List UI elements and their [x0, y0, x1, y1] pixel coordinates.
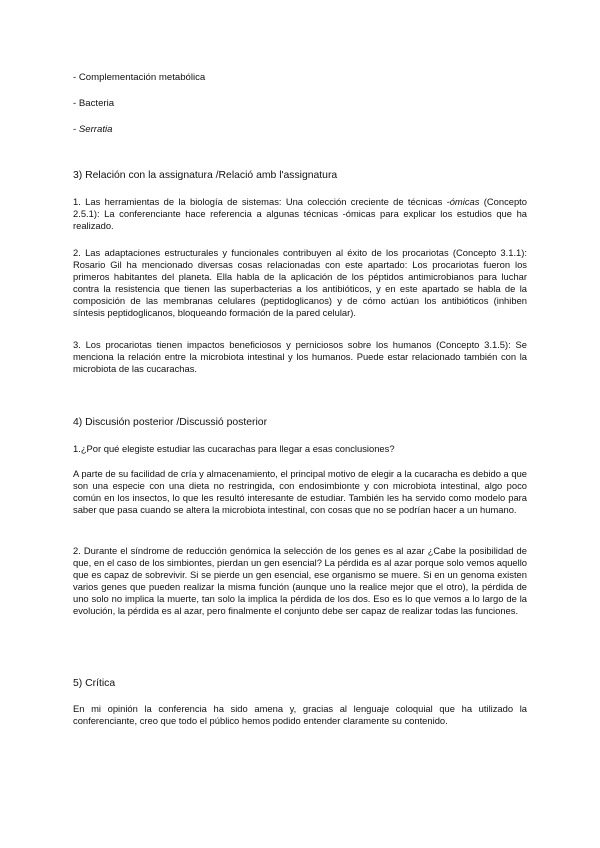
paragraph: 3. Los procariotas tienen impactos beneficiosos y perniciosos sobre los humanos (Concepto 3.1.5): Se menciona la relación entre la microbiota intestinal y los humanos. Puede estar relacionado también con la microbiota de las cucarachas.: [73, 339, 527, 375]
bullet-item: - Bacteria: [73, 98, 115, 109]
question: 1.¿Por qué elegiste estudiar las cucarachas para llegar a esas conclusiones?: [73, 443, 395, 454]
paragraph: 2. Las adaptaciones estructurales y funcionales contribuyen al éxito de los procariotas (Concepto 3.1.1): Rosario Gil ha mencionado diversas cosas relacionadas con este apartado: Los procariotas fueron los primeros habitantes del planeta. Ella habla de la aplicación de los péptidos antimicrobianos para luchar contra la resistencia que tienen las superbacterias a los antibióticos, y en este apartado se habla de la composición de las membranas celulares (peptidoglicanos) y de cómo actúan los antibióticos (inhiben síntesis peptidoglicanos, bloqueando formación de la pared celular).: [73, 247, 527, 319]
paragraph: 2. Durante el síndrome de reducción genómica la selección de los genes es al azar ¿Cabe la posibilidad de que, en el caso de los simbiontes, pierdan un gen esencial? La pérdida es al azar porque solo vemos aquello que es capaz de sobrevivir. Si se pierde un gen esencial, ese organismo se muere. Si en un genoma existen varios genes que pueden realizar la misma función (aunque uno la realice mejor que el otro), la pérdida de uno solo no implica la muerte, tan solo la implica la pérdida de los dos. Eso es lo que vemos a lo largo de la evolución, la pérdida es al azar, pero finalmente el conjunto debe ser capaz de realizar todas las funciones.: [73, 545, 527, 617]
section-heading: 4) Discusión posterior /Discussió posterior: [73, 417, 268, 428]
bullet-item: - Complementación metabólica: [73, 72, 206, 83]
paragraph: A parte de su facilidad de cría y almacenamiento, el principal motivo de elegir a la cucaracha es debido a que son una especie con una dieta no restringida, con endosimbionte y con microbiota intestinal, algo poco común en los insectos, lo que les resultó interesante de estudiar. También les ha servido como modelo para saber que pasa cuando se altera la microbiota intestinal, con cosas que no se podrían hacer a un humano.: [73, 468, 527, 516]
section-heading: 3) Relación con la assignatura /Relació amb l'assignatura: [73, 170, 338, 181]
paragraph: 1. Las herramientas de la biología de sistemas: Una colección creciente de técnicas -ómicas (Concepto 2.5.1): La conferenciante hace referencia a algunas técnicas -ómicas para explicar los estudios que ha realizado.: [73, 196, 528, 232]
section-heading: 5) Crítica: [73, 678, 116, 689]
paragraph: En mi opinión la conferencia ha sido amena y, gracias al lenguaje coloquial que ha utilizado la conferenciante, creo que todo el público hemos podido entender claramente su contenido.: [73, 703, 527, 727]
bullet-item: - Serratia: [73, 124, 113, 135]
